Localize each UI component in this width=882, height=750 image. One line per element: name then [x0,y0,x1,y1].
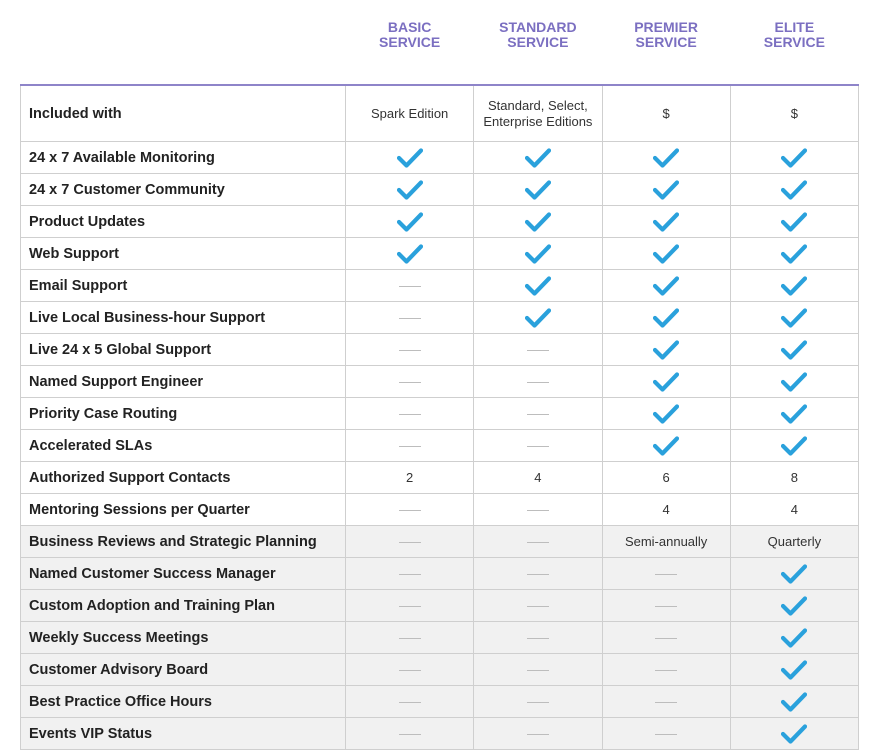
table-cell [346,334,474,366]
dash-icon [655,574,677,575]
checkmark-icon [653,243,679,265]
column-header-line1: ELITE [774,19,815,35]
checkmark-icon [781,723,807,745]
row-label: 24 x 7 Customer Community [21,174,346,206]
cell-text: Spark Edition [370,105,449,121]
dash-icon [527,350,549,351]
dash-icon [527,670,549,671]
table-cell [346,238,474,270]
table-row [21,334,859,366]
column-header-line2: SERVICE [635,34,697,50]
table-cell [346,622,474,654]
column-header-premier [602,0,730,85]
dash-icon [527,510,549,511]
dash-icon [399,510,421,511]
table-cell [602,174,730,206]
row-label: Live Local Business-hour Support [21,302,346,334]
dash-icon [655,638,677,639]
table-row [21,270,859,302]
table-cell [730,366,858,398]
table-cell [474,430,602,462]
table-cell [474,654,602,686]
table-cell [602,85,730,142]
checkmark-icon [781,339,807,361]
table-cell [346,494,474,526]
dash-icon [527,702,549,703]
dash-icon [399,670,421,671]
table-row [21,558,859,590]
dash-icon [399,286,421,287]
checkmark-icon [781,211,807,233]
table-row [21,462,859,494]
table-cell [602,398,730,430]
table-cell [346,686,474,718]
column-header-line2: SERVICE [507,34,569,50]
row-label: Named Support Engineer [21,366,346,398]
table-cell [730,142,858,174]
row-label: Web Support [21,238,346,270]
row-label: Included with [21,85,346,142]
checkmark-icon [781,659,807,681]
table-cell [474,302,602,334]
column-header-line2: SERVICE [379,34,441,50]
table-cell [474,206,602,238]
table-cell [474,590,602,622]
checkmark-icon [397,211,423,233]
checkmark-icon [781,595,807,617]
row-label: Best Practice Office Hours [21,686,346,718]
table-cell [602,462,730,494]
table-row [21,494,859,526]
table-cell [730,85,858,142]
table-row [21,622,859,654]
table-row [21,85,859,142]
cell-text: Semi-annually [624,533,708,549]
table-cell [602,270,730,302]
row-label: Weekly Success Meetings [21,622,346,654]
table-cell [602,430,730,462]
table-row [21,686,859,718]
table-cell [730,622,858,654]
dash-icon [527,734,549,735]
row-label: Mentoring Sessions per Quarter [21,494,346,526]
table-row [21,174,859,206]
checkmark-icon [781,403,807,425]
table-cell [346,558,474,590]
cell-text: $ [790,105,798,121]
row-label: 24 x 7 Available Monitoring [21,142,346,174]
row-label: Priority Case Routing [21,398,346,430]
table-row [21,590,859,622]
table-cell [730,494,858,526]
column-header-standard [474,0,602,85]
table-cell [346,462,474,494]
table-cell [602,334,730,366]
dash-icon [527,446,549,447]
checkmark-icon [525,275,551,297]
checkmark-icon [781,371,807,393]
table-cell [730,686,858,718]
dash-icon [399,638,421,639]
checkmark-icon [781,627,807,649]
table-row [21,366,859,398]
column-header-line1: STANDARD [499,19,577,35]
cell-text-line: Standard, Select, [488,97,588,113]
checkmark-icon [781,691,807,713]
cell-text: 4 [534,469,542,485]
dash-icon [399,542,421,543]
table-cell [730,174,858,206]
dash-icon [399,382,421,383]
dash-icon [655,606,677,607]
table-cell [474,494,602,526]
row-label: Events VIP Status [21,718,346,750]
row-label: Product Updates [21,206,346,238]
checkmark-icon [525,147,551,169]
dash-icon [399,318,421,319]
table-cell [602,622,730,654]
checkmark-icon [397,179,423,201]
table-cell [730,462,858,494]
checkmark-icon [653,435,679,457]
table-cell [730,238,858,270]
header-row [21,0,859,85]
column-header-line1: BASIC [387,19,432,35]
row-label: Customer Advisory Board [21,654,346,686]
table-cell [346,270,474,302]
cell-text: 6 [662,469,670,485]
table-cell [730,430,858,462]
dash-icon [527,574,549,575]
dash-icon [527,382,549,383]
dash-icon [655,734,677,735]
table-cell [474,142,602,174]
service-comparison-table-wrapper [20,0,858,750]
checkmark-icon [781,435,807,457]
table-row [21,206,859,238]
checkmark-icon [781,243,807,265]
cell-text: Quarterly [767,533,822,549]
row-label: Business Reviews and Strategic Planning [21,526,346,558]
column-header-elite [730,0,858,85]
checkmark-icon [525,211,551,233]
table-cell [346,206,474,238]
table-cell [474,366,602,398]
row-label: Live 24 x 5 Global Support [21,334,346,366]
table-cell [602,366,730,398]
row-label: Email Support [21,270,346,302]
table-cell [474,334,602,366]
checkmark-icon [653,211,679,233]
table-cell [474,270,602,302]
cell-text-line: Enterprise Editions [483,113,593,129]
dash-icon [399,350,421,351]
table-cell [346,398,474,430]
table-cell [730,206,858,238]
cell-text: 8 [790,469,798,485]
table-cell [474,398,602,430]
dash-icon [527,606,549,607]
table-row [21,430,859,462]
table-cell [474,686,602,718]
dash-icon [655,702,677,703]
table-cell [602,526,730,558]
checkmark-icon [397,147,423,169]
table-cell [602,558,730,590]
checkmark-icon [781,307,807,329]
table-cell [602,494,730,526]
table-cell [346,430,474,462]
dash-icon [399,446,421,447]
checkmark-icon [653,403,679,425]
table-cell [602,686,730,718]
dash-icon [527,414,549,415]
table-cell [474,85,602,142]
dash-icon [399,606,421,607]
table-cell [474,622,602,654]
table-cell [346,526,474,558]
table-body [21,85,859,750]
checkmark-icon [653,147,679,169]
table-row [21,526,859,558]
row-label: Named Customer Success Manager [21,558,346,590]
table-row [21,654,859,686]
table-cell [474,238,602,270]
table-cell [346,366,474,398]
service-comparison-table [20,0,859,750]
table-cell [346,302,474,334]
dash-icon [527,542,549,543]
column-header-basic [346,0,474,85]
table-cell [730,270,858,302]
cell-text: 4 [662,501,670,517]
table-row [21,302,859,334]
table-cell [474,526,602,558]
table-cell [474,558,602,590]
checkmark-icon [525,307,551,329]
dash-icon [399,574,421,575]
table-cell [730,526,858,558]
table-cell [730,398,858,430]
table-cell [602,238,730,270]
dash-icon [399,414,421,415]
table-cell [474,462,602,494]
checkmark-icon [525,179,551,201]
table-cell [346,85,474,142]
table-cell [602,206,730,238]
cell-text: 2 [406,469,414,485]
checkmark-icon [525,243,551,265]
header-corner [21,0,346,85]
table-cell [346,590,474,622]
cell-text-multiline [474,98,601,130]
checkmark-icon [653,339,679,361]
checkmark-icon [397,243,423,265]
table-cell [346,142,474,174]
column-header-line1: PREMIER [634,19,699,35]
table-cell [730,558,858,590]
checkmark-icon [781,147,807,169]
checkmark-icon [653,371,679,393]
cell-text: 4 [790,501,798,517]
table-cell [730,334,858,366]
column-header-line2: SERVICE [763,34,825,50]
checkmark-icon [653,179,679,201]
table-cell [602,654,730,686]
table-cell [730,302,858,334]
dash-icon [527,638,549,639]
checkmark-icon [781,563,807,585]
table-row [21,238,859,270]
table-cell [602,302,730,334]
checkmark-icon [653,307,679,329]
table-row [21,142,859,174]
dash-icon [655,670,677,671]
row-label: Authorized Support Contacts [21,462,346,494]
table-cell [730,590,858,622]
dash-icon [399,702,421,703]
table-row [21,398,859,430]
table-cell [730,654,858,686]
cell-text: $ [662,105,670,121]
table-cell [474,174,602,206]
table-cell [602,590,730,622]
checkmark-icon [781,275,807,297]
row-label: Custom Adoption and Training Plan [21,590,346,622]
dash-icon [399,734,421,735]
row-label: Accelerated SLAs [21,430,346,462]
checkmark-icon [653,275,679,297]
table-cell [346,654,474,686]
checkmark-icon [781,179,807,201]
table-cell [346,174,474,206]
table-cell [602,142,730,174]
